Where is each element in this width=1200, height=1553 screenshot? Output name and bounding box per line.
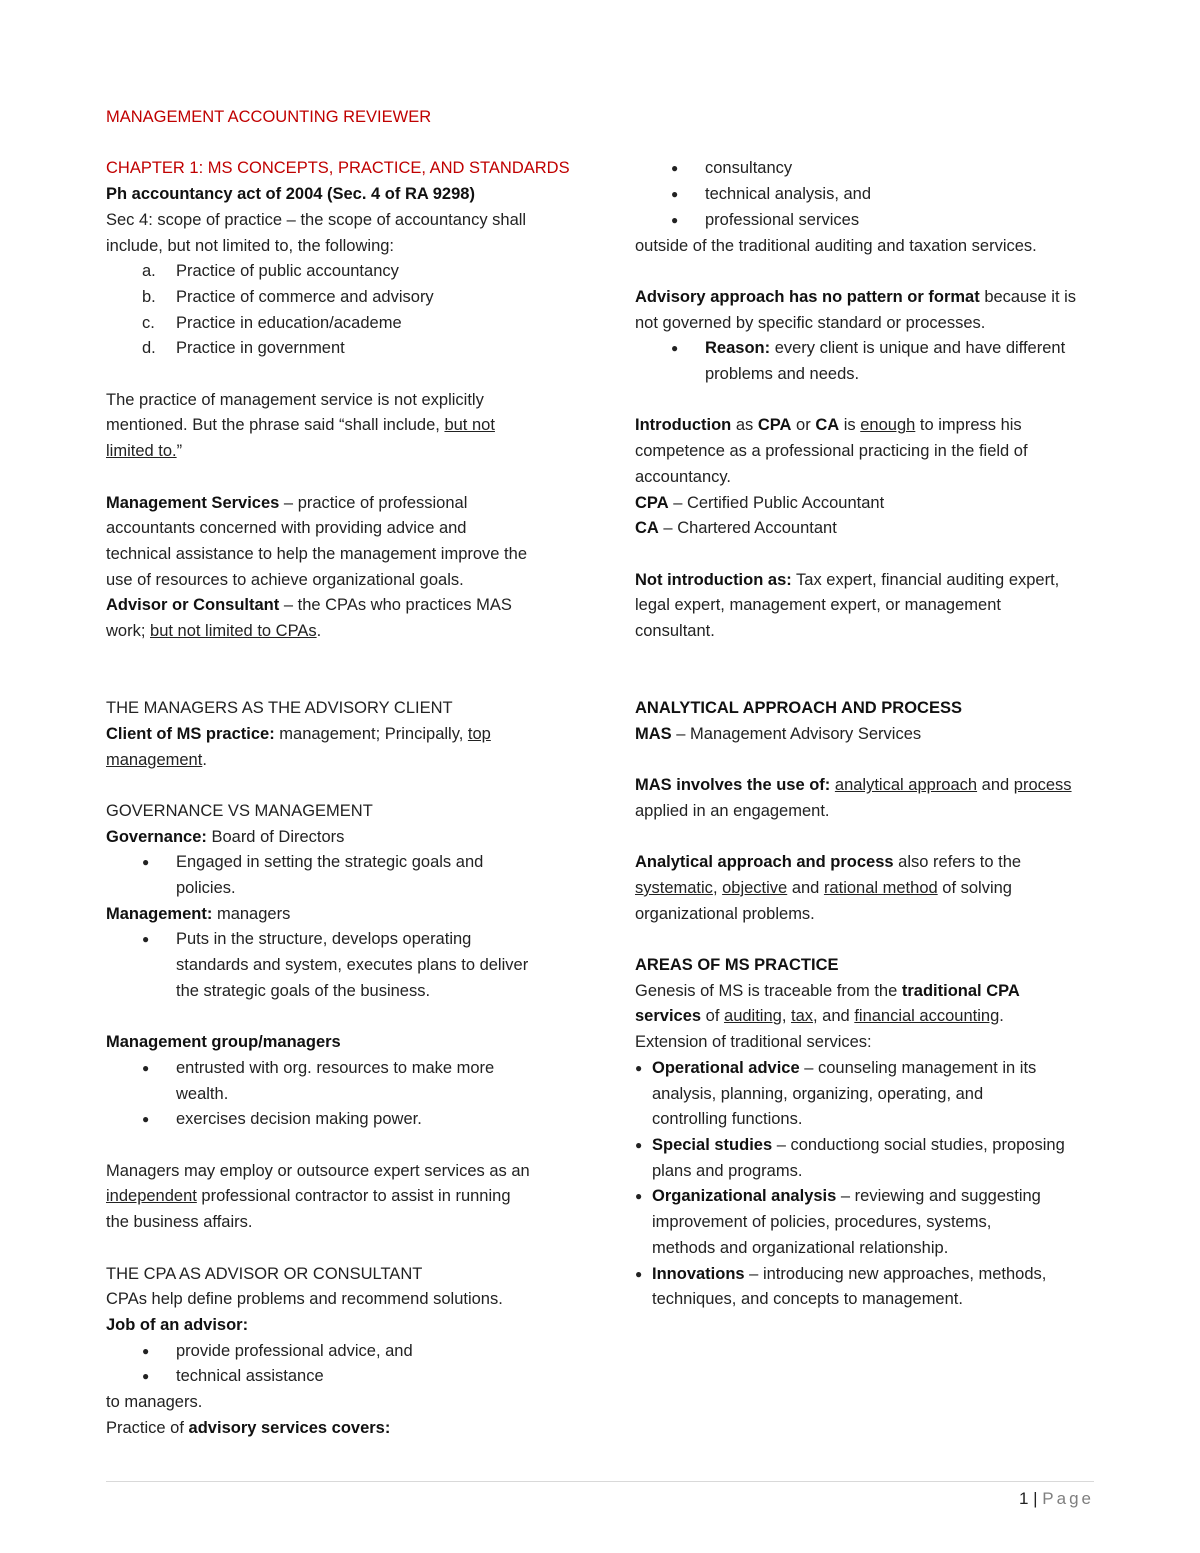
bullet-icon: ●	[142, 1112, 150, 1127]
advisor-definition: work; but not limited to CPAs.	[106, 622, 322, 641]
bullet-icon: ●	[671, 212, 679, 227]
act-title: Ph accountancy act of 2004 (Sec. 4 of RA 9298)	[106, 185, 475, 204]
paragraph: to managers.	[106, 1393, 203, 1412]
bullet-icon: ●	[671, 161, 679, 176]
bullet-icon: ●	[671, 341, 679, 356]
paragraph: services of auditing, tax, and financial accounting.	[635, 1007, 1004, 1026]
ms-definition: Management Services – practice of professional	[106, 493, 468, 512]
paragraph: legal expert, management expert, or management	[635, 596, 1001, 615]
ca-definition: CA – Chartered Accountant	[635, 519, 837, 538]
section-heading: ANALYTICAL APPROACH AND PROCESS	[635, 699, 962, 718]
job-heading: Job of an advisor:	[106, 1315, 249, 1334]
client-definition: Client of MS practice: management; Principally, top	[106, 724, 491, 743]
chapter-heading: CHAPTER 1: MS CONCEPTS, PRACTICE, AND STANDARDS	[106, 159, 570, 178]
bullet-icon: ●	[635, 1189, 643, 1204]
paragraph: The practice of management service is not explicitly	[106, 390, 484, 409]
list-item: ● Special studies – conductiong social studies, proposing	[635, 1133, 1105, 1159]
list-item: ● Innovations – introducing new approaches, methods,	[635, 1262, 1105, 1288]
paragraph: limited to.”	[106, 442, 183, 461]
paragraph: Practice of advisory services covers:	[106, 1418, 391, 1437]
sec4-text: include, but not limited to, the following:	[106, 236, 395, 255]
list-item: ● technical assistance	[106, 1364, 576, 1390]
list-item: ● exercises decision making power.	[106, 1107, 576, 1133]
section-heading: THE MANAGERS AS THE ADVISORY CLIENT	[106, 699, 453, 718]
ms-definition: use of resources to achieve organizational goals.	[106, 570, 464, 589]
paragraph: consultant.	[635, 622, 715, 640]
bullet-icon: ●	[142, 855, 150, 870]
paragraph: outside of the traditional auditing and taxation services.	[635, 236, 1037, 255]
section-heading: THE CPA AS ADVISOR OR CONSULTANT	[106, 1264, 423, 1283]
paragraph: accountancy.	[635, 467, 732, 486]
paragraph: CPAs help define problems and recommend solutions.	[106, 1290, 503, 1309]
paragraph: competence as a professional practicing in the field of	[635, 442, 1028, 461]
paragraph: Extension of traditional services:	[635, 1033, 872, 1052]
list-item: c. Practice in education/academe	[142, 313, 402, 332]
page-footer: 1 | Page	[1018, 1489, 1094, 1508]
paragraph: applied in an engagement.	[635, 801, 830, 820]
paragraph: Analytical approach and process also refers to the	[635, 853, 1022, 872]
page-title: MANAGEMENT ACCOUNTING REVIEWER	[106, 108, 432, 126]
list-item: ● consultancy	[635, 156, 1105, 182]
paragraph: Advisory approach has no pattern or format because it is	[635, 287, 1077, 306]
footer-divider	[106, 1481, 1094, 1482]
paragraph: Genesis of MS is traceable from the traditional CPA	[635, 981, 1020, 1000]
list-item: ● Puts in the structure, develops operating	[106, 927, 576, 953]
ms-definition: technical assistance to help the management improve the	[106, 544, 527, 563]
list-item: ● provide professional advice, and	[106, 1339, 576, 1365]
bullet-icon: ●	[142, 932, 150, 947]
list-item: ● professional services	[635, 208, 1105, 234]
paragraph: mentioned. But the phrase said “shall include, but not	[106, 416, 495, 435]
client-definition: management.	[106, 750, 207, 769]
section-heading: AREAS OF MS PRACTICE	[635, 956, 839, 975]
list-item: ● entrusted with org. resources to make more	[106, 1056, 576, 1082]
ms-definition: accountants concerned with providing advice and	[106, 519, 467, 538]
list-item: ● Organizational analysis – reviewing and suggesting	[635, 1184, 1105, 1210]
mas-definition: MAS – Management Advisory Services	[635, 724, 922, 743]
advisor-definition: Advisor or Consultant – the CPAs who practices MAS	[106, 596, 512, 615]
paragraph: Not introduction as: Tax expert, financial auditing expert,	[635, 570, 1060, 589]
list-item: ● Engaged in setting the strategic goals and	[106, 850, 576, 876]
list-item: a. Practice of public accountancy	[142, 262, 399, 281]
list-item: b. Practice of commerce and advisory	[142, 287, 434, 306]
paragraph: systematic, objective and rational method of solving	[635, 878, 1012, 897]
paragraph: the business affairs.	[106, 1213, 253, 1232]
paragraph: Managers may employ or outsource expert services as an	[106, 1161, 530, 1180]
page-label: Page	[1042, 1489, 1094, 1508]
right-column: ● consultancy ● technical analysis, and ● professional services outside of the traditional auditing and taxation services. Advisory approach has no pattern or format because it is not governed by specific standard or processes. ● Reason: every client is unique and have different problems and needs. Introduction as CPA or CA is enough to impress his competence as a professional practicing in the field of accountancy. CPA – Certified Public Accountant CA – Chartered Accountant Not introduction as: Tax expert, financial auditing expert, legal expert, management expert, or management consultant. ANALYTICAL APPROACH AND PROCESS MAS – Management Advisory Services MAS involves the use of: analytical approach and process applied in an engagement. Analytical approach and process also refers to the systematic, objective and rational method of solving organizational problems. AREAS OF MS PRACTICE Genesis of MS is traceable from the traditional CPA services of auditing, tax, and financial accounting. Extension of traditional services: ● Operational advice – counseling management in its analysis, planning, organizing, operating, and controlling functions. ● Special studies – conductiong social studies, proposing plans and programs. ● Organizational analysis – reviewing and suggesting improvement of policies, procedures, systems, methods and organizational relationship. ● Innovations – introducing new approaches, methods, techniques, and concepts to management.	[635, 156, 1105, 1313]
paragraph: Introduction as CPA or CA is enough to impress his	[635, 416, 1022, 435]
cpa-definition: CPA – Certified Public Accountant	[635, 493, 885, 512]
management-line: Management: managers	[106, 904, 291, 923]
section-heading: GOVERNANCE VS MANAGEMENT	[106, 801, 373, 820]
left-column: MANAGEMENT ACCOUNTING REVIEWER CHAPTER 1: MS CONCEPTS, PRACTICE, AND STANDARDS Ph accountancy act of 2004 (Sec. 4 of RA 9298) Sec 4: scope of practice – the scope of accountancy shall include, but not limited to, the following: a. Practice of public accountancy b. Practice of commerce and advisory c. Practice in education/academe d. Practice in government The practice of management service is not explicitly mentioned. But the phrase said “shall include, but not limited to.” Management Services – practice of professional accountants concerned with providing advice and technical assistance to help the management improve the use of resources to achieve organizational goals. Advisor or Consultant – the CPAs who practices MAS work; but not limited to CPAs. THE MANAGERS AS THE ADVISORY CLIENT Client of MS practice: management; Principally, top management. GOVERNANCE VS MANAGEMENT Governance: Board of Directors ● Engaged in setting the strategic goals and policies. Management: managers ● Puts in the structure, develops operating standards and system, executes plans to deliver the strategic goals of the business. Management group/managers ● entrusted with org. resources to make more wealth. ● exercises decision making power. Managers may employ or outsource expert services as an independent professional contractor to assist in running the business affairs. THE CPA AS ADVISOR OR CONSULTANT CPAs help define problems and recommend solutions. Job of an advisor: ● provide professional advice, and ● technical assistance to managers. Practice of advisory services covers:	[106, 105, 576, 1441]
paragraph: MAS involves the use of: analytical approach and process	[635, 776, 1072, 795]
bullet-icon: ●	[142, 1343, 150, 1358]
bullet-icon: ●	[635, 1137, 643, 1152]
paragraph: not governed by specific standard or processes.	[635, 313, 986, 332]
paragraph: organizational problems.	[635, 904, 815, 923]
bullet-icon: ●	[635, 1266, 643, 1281]
bullet-icon: ●	[142, 1060, 150, 1075]
page-number: 1	[1018, 1489, 1029, 1508]
governance-line: Governance: Board of Directors	[106, 827, 345, 846]
list-item: ● Reason: every client is unique and have different	[635, 336, 1105, 362]
sec4-text: Sec 4: scope of practice – the scope of accountancy shall	[106, 210, 527, 229]
list-item: ● technical analysis, and	[635, 182, 1105, 208]
list-item: ● Operational advice – counseling management in its	[635, 1056, 1105, 1082]
bullet-icon: ●	[671, 187, 679, 202]
group-heading: Management group/managers	[106, 1033, 341, 1052]
bullet-icon: ●	[142, 1369, 150, 1384]
bullet-icon: ●	[635, 1060, 643, 1075]
paragraph: independent professional contractor to assist in running	[106, 1187, 511, 1206]
list-item: d. Practice in government	[142, 339, 345, 358]
